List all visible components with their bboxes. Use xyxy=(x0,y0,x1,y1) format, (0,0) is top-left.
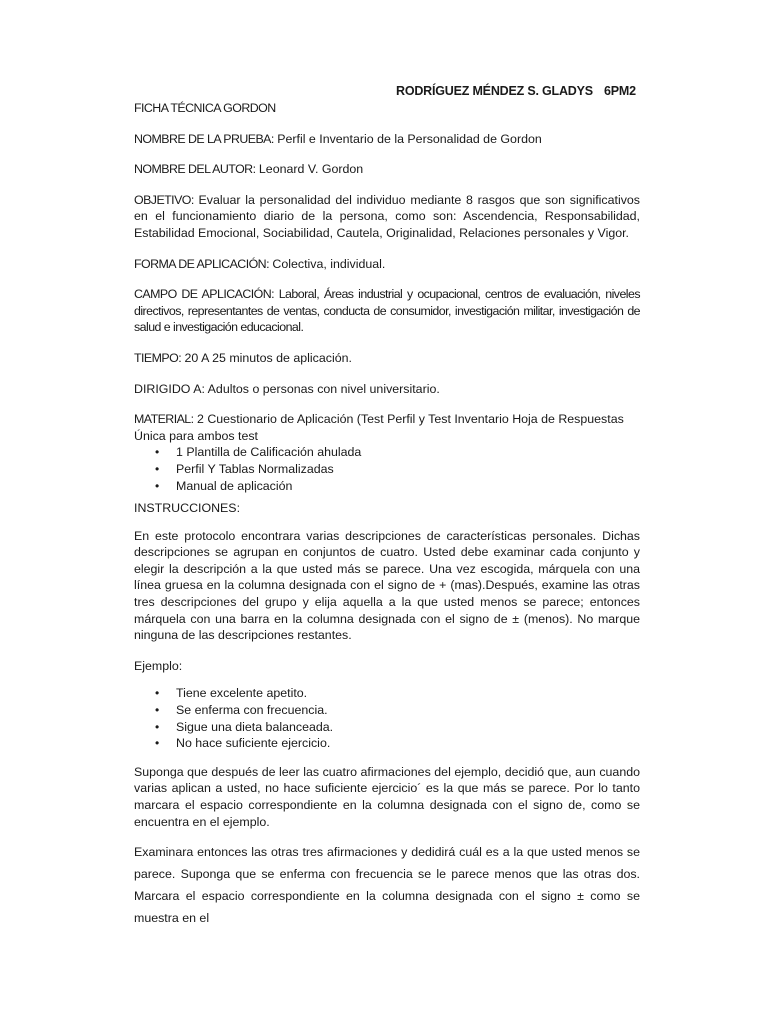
document-title: FICHA TÉCNICA GORDON xyxy=(134,101,276,115)
objective-paragraph xyxy=(134,192,640,242)
test-name-line xyxy=(134,131,640,148)
material-value: 2 Cuestionario de Aplicación (Test Perfil y Test Inventario Hoja de Respuestas Única para ambos test xyxy=(134,412,624,443)
list-item: • No hace suficiente ejercicio. xyxy=(134,735,640,752)
examine-paragraph: Examinara entonces las otras tres afirmaciones y dedidirá cuál es a la que usted menos se parece. Suponga que se enferma con frecuencia se le parece menos que las otras dos. Marcara el espacio correspondiente en la columna designada con el signo ± como se muestra en el xyxy=(134,845,640,926)
material-paragraph xyxy=(134,411,640,444)
document-body xyxy=(134,100,640,929)
objective-label: OBJETIVO: xyxy=(134,192,194,207)
test-name-label: NOMBRE DE LA PRUEBA: xyxy=(134,131,274,146)
application-field-label: CAMPO DE APLICACIÓN: xyxy=(134,287,274,302)
objective-value: Evaluar la personalidad del individuo mediante 8 rasgos que son significativos en el funcionamiento diario de la persona, como son: Ascendencia, Responsabilidad, Estabilidad Emocional, Sociabilidad, Cautela, Originalidad, Relaciones personales y Vigor. xyxy=(134,192,640,240)
author-value: Leonard V. Gordon xyxy=(255,162,364,177)
list-item: • Tiene excelente apetito. xyxy=(134,685,640,702)
material-label: MATERIAL: xyxy=(134,412,194,427)
list-item: • Manual de aplicación xyxy=(134,478,640,495)
test-name-value: Perfil e Inventario de la Personalidad de Gordon xyxy=(273,131,542,146)
time-line xyxy=(134,350,640,367)
list-item: • Se enferma con frecuencia. xyxy=(134,702,640,719)
application-form-label: FORMA DE APLICACIÓN: xyxy=(134,256,269,271)
time-label: TIEMPO: xyxy=(134,350,182,365)
material-list xyxy=(134,444,640,494)
application-form-line xyxy=(134,256,640,273)
instructions-paragraph: En este protocolo encontrara varias descripciones de características personales. Dichas descripciones se agrupan en conjuntos de cuatro. Usted debe examinar cada conjunto y elegir la descripción a la que usted más se parece. Una vez escogida, márquela con una línea gruesa en la columna designada con el signo de + (mas).Después, examine las otras tres descripciones del grupo y elija aquella a la que usted menos se parece; entonces márquela con una barra en la columna designada con el signo de ± (menos). No marque ninguna de las descripciones restantes. xyxy=(134,528,640,643)
group-code: 6PM2 xyxy=(604,84,636,98)
author-label: NOMBRE DEL AUTOR: xyxy=(134,162,256,177)
time-value: 20 A 25 minutos de aplicación. xyxy=(181,350,352,365)
application-field-value: Laboral, Áreas industrial y ocupacional, centros de evaluación, niveles directivos, representantes de ventas, conducta de consumidor, investigación militar, investigación de salud e investigación educacional. xyxy=(134,287,640,335)
list-item: • 1 Plantilla de Calificación ahulada xyxy=(134,444,640,461)
author-line xyxy=(134,161,640,178)
example-list xyxy=(134,685,640,751)
page-header xyxy=(396,84,646,98)
directed-to-line: DIRIGIDO A: Adultos o personas con nivel universitario. xyxy=(134,381,440,396)
instructions-heading: INSTRUCCIONES: xyxy=(134,501,241,516)
application-form-value: Colectiva, individual. xyxy=(268,256,386,271)
list-item: • Perfil Y Tablas Normalizadas xyxy=(134,461,640,478)
application-field-paragraph xyxy=(134,286,640,336)
list-item: • Sigue una dieta balanceada. xyxy=(134,719,640,736)
student-name: RODRÍGUEZ MÉNDEZ S. GLADYS xyxy=(396,84,593,98)
suppose-paragraph: Suponga que después de leer las cuatro afirmaciones del ejemplo, decidió que, aun cuando varias aplican a usted, no hace suficiente ejercicio´ es la que más se parece. Por lo tanto marcara el espacio correspondiente en la columna designada con el signo de, como se encuentra en el ejemplo. xyxy=(134,764,640,829)
example-heading: Ejemplo: xyxy=(134,658,183,673)
